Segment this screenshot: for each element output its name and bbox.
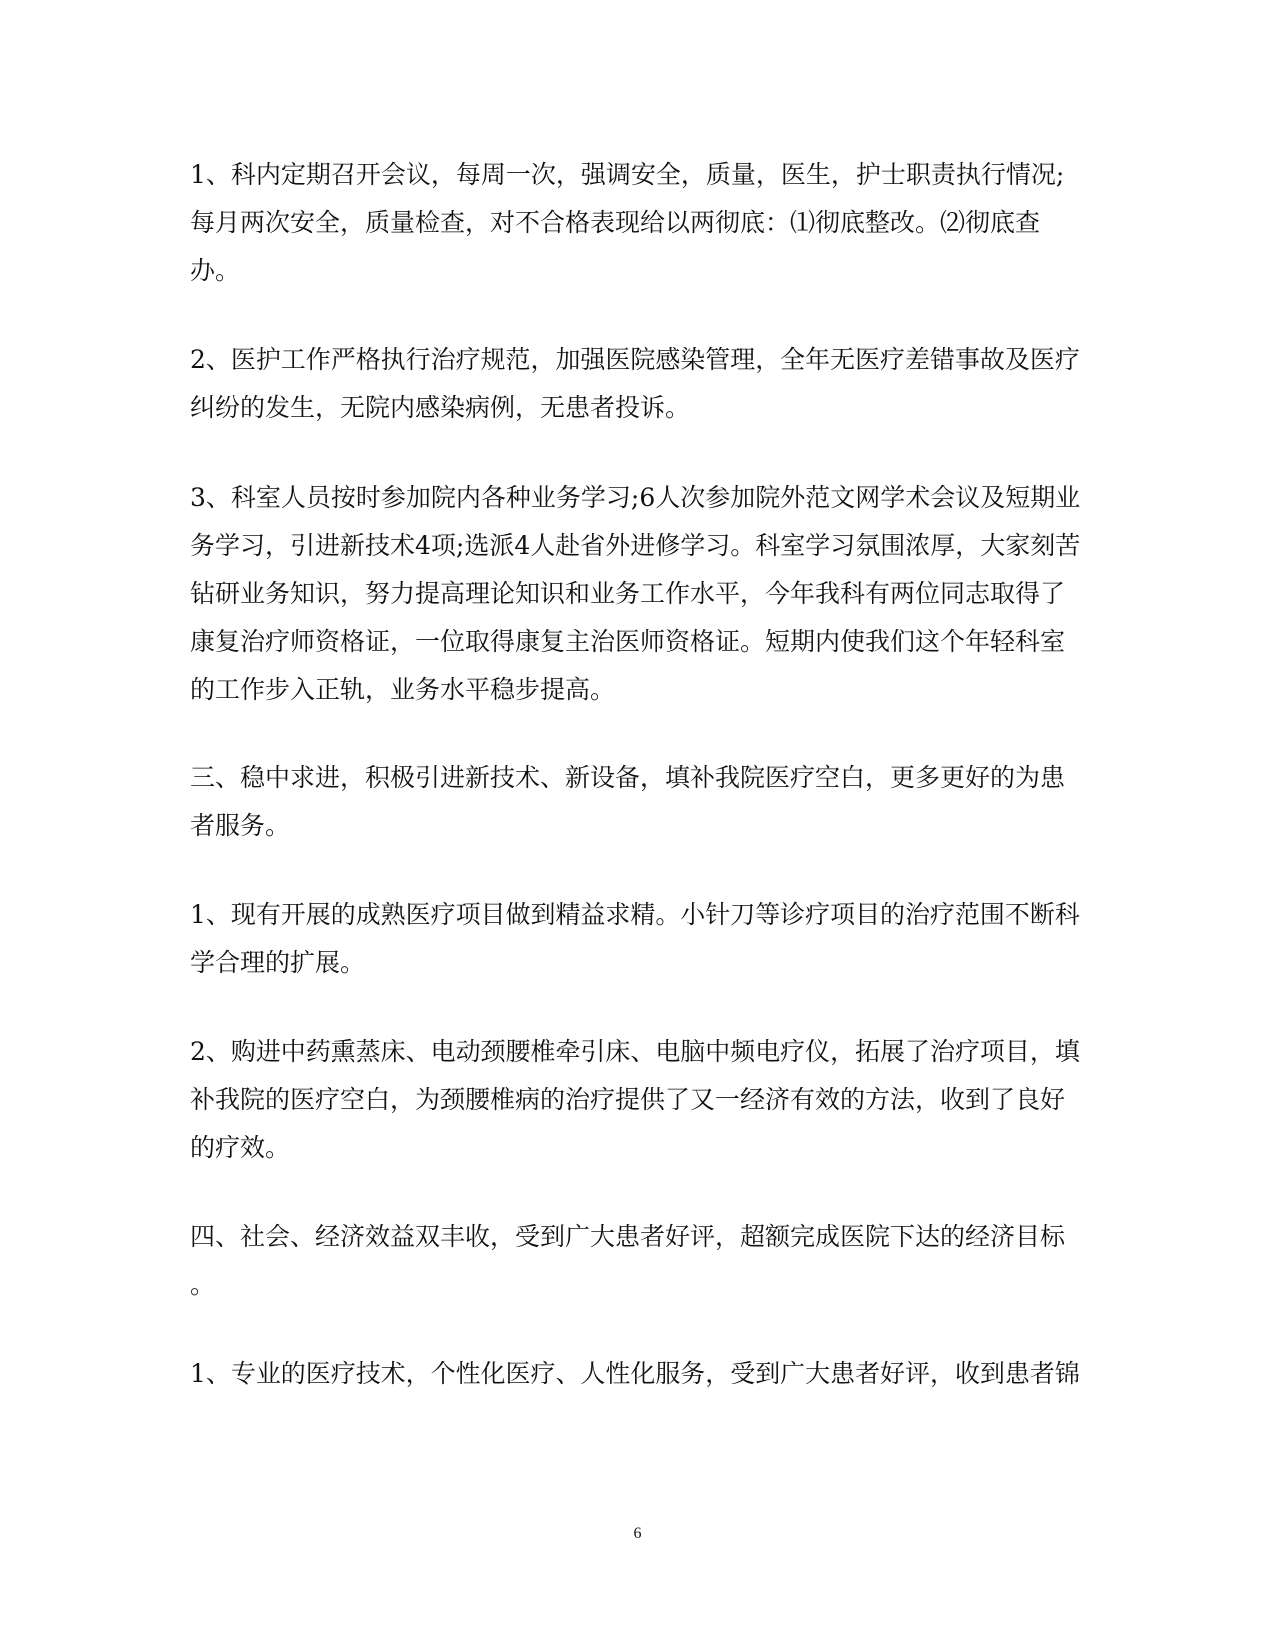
- text-line: 3、科室人员按时参加院内各种业务学习;6人次参加院外范文网学术会议及短期业: [190, 483, 1081, 512]
- text-line: 每月两次安全，质量检查，对不合格表现给以两彻底：⑴彻底整改。⑵彻底查: [190, 208, 1041, 237]
- text-line: 者服务。: [190, 811, 291, 840]
- text-line: 的疗效。: [190, 1133, 291, 1162]
- text-line: 钻研业务知识，努力提高理论知识和业务工作水平，今年我科有两位同志取得了: [190, 579, 1066, 608]
- text-line: 康复治疗师资格证，一位取得康复主治医师资格证。短期内使我们这个年轻科室: [190, 627, 1066, 656]
- text-line: 1、专业的医疗技术，个性化医疗、人性化服务，受到广大患者好评，收到患者锦: [190, 1359, 1080, 1388]
- text-line: 1、科内定期召开会议，每周一次，强调安全，质量，医生，护士职责执行情况;: [190, 160, 1065, 189]
- text-line: 。: [190, 1270, 216, 1299]
- page-number: 6: [633, 1525, 642, 1542]
- text-line: 2、购进中药熏蒸床、电动颈腰椎牵引床、电脑中频电疗仪，拓展了治疗项目，填: [190, 1037, 1080, 1066]
- text-line: 学合理的扩展。: [190, 948, 366, 977]
- text-line: 办。: [190, 256, 241, 285]
- text-line: 补我院的医疗空白，为颈腰椎病的治疗提供了又一经济有效的方法，收到了良好: [190, 1085, 1066, 1114]
- text-line: 务学习，引进新技术4项;选派4人赴省外进修学习。科室学习氛围浓厚，大家刻苦: [190, 531, 1081, 560]
- text-line: 1、现有开展的成熟医疗项目做到精益求精。小针刀等诊疗项目的治疗范围不断科: [190, 900, 1080, 929]
- text-line: 四、社会、经济效益双丰收，受到广大患者好评，超额完成医院下达的经济目标: [190, 1222, 1066, 1251]
- text-line: 三、稳中求进，积极引进新技术、新设备，填补我院医疗空白，更多更好的为患: [190, 763, 1066, 792]
- text-line: 的工作步入正轨，业务水平稳步提高。: [190, 675, 616, 704]
- text-line: 2、医护工作严格执行治疗规范，加强医院感染管理，全年无医疗差错事故及医疗: [190, 345, 1080, 374]
- text-line: 纠纷的发生，无院内感染病例，无患者投诉。: [190, 393, 691, 422]
